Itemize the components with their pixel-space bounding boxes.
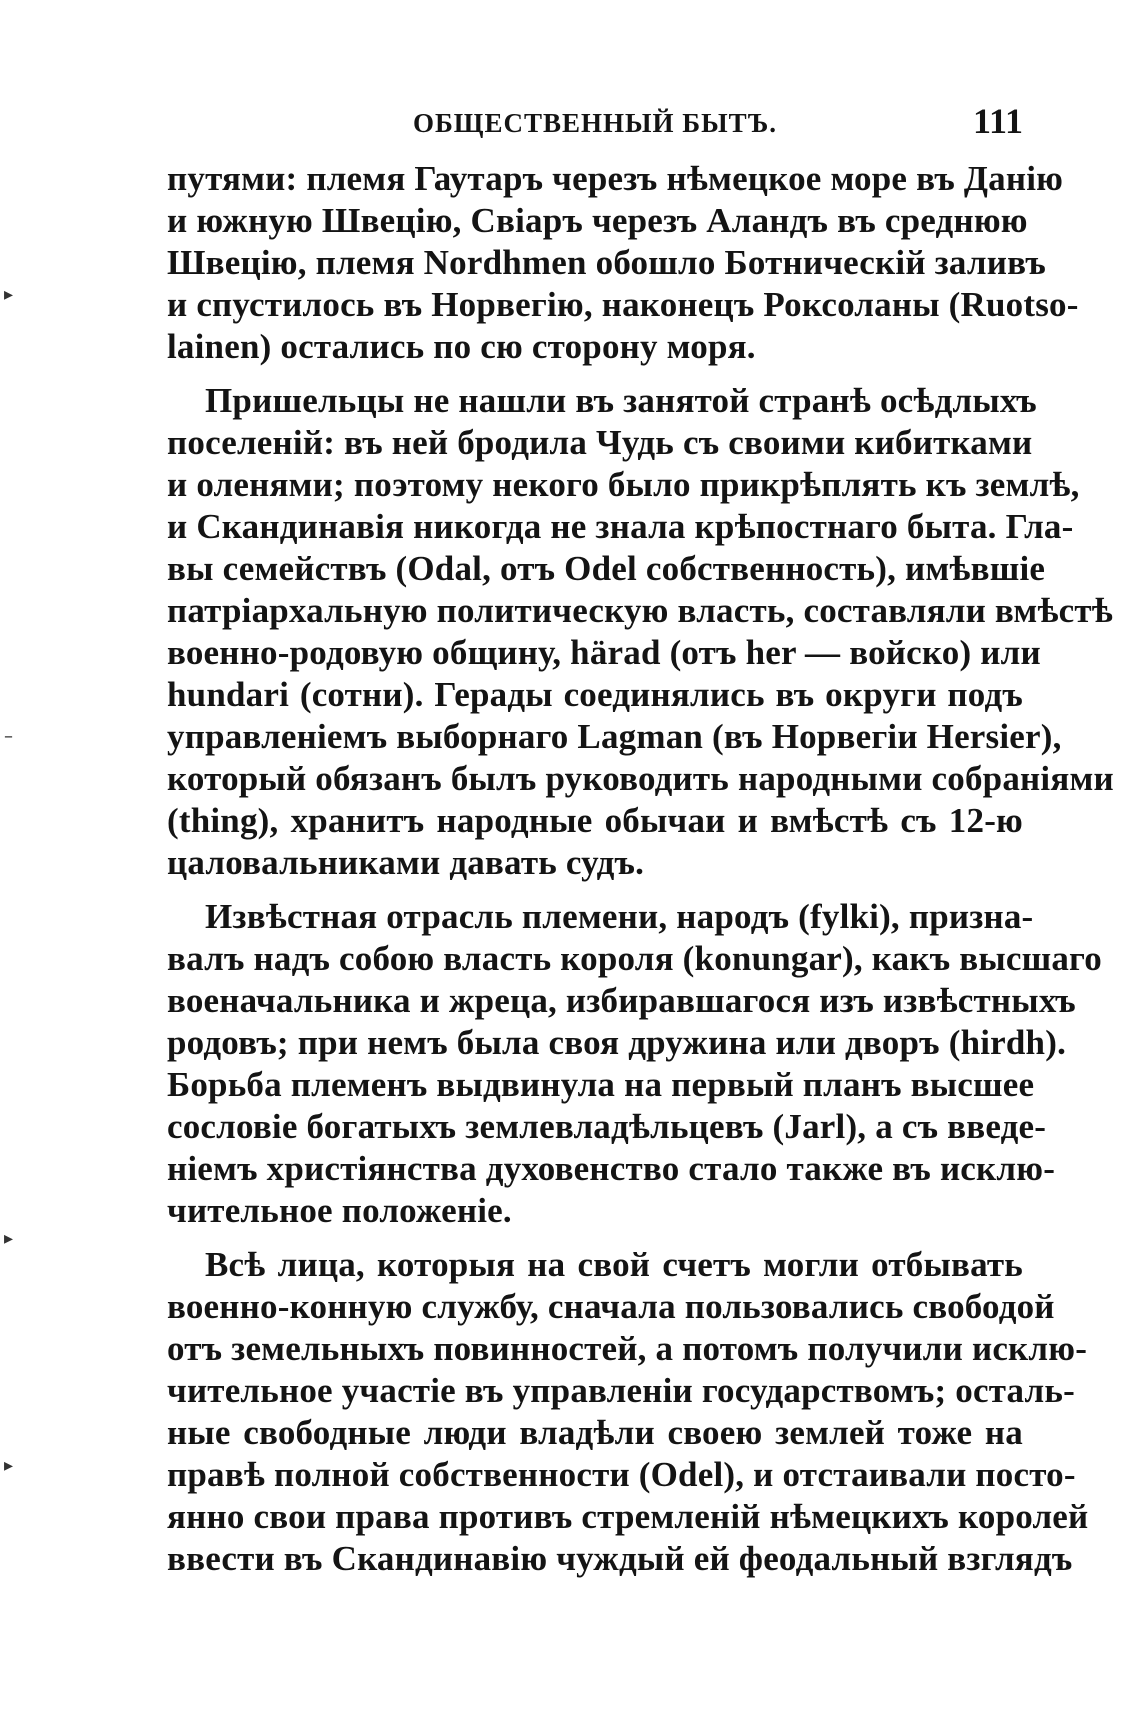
page-number: 111 [972,101,1023,141]
text-line: который обязанъ былъ руководить народными собраніями [167,759,1114,798]
text-line: янно свои права противъ стремленій нѣмецкихъ королей [167,1497,1089,1536]
text-line: цаловальниками давать судъ. [167,843,645,882]
body-text [167,158,1114,1592]
margin-mark-icon: – [4,726,13,747]
text-line: военачальника и жреца, избиравшагося изъ извѣстныхъ [167,981,1076,1020]
text-line: поселеній: въ ней бродила Чудь съ своими кибитками [167,423,1033,462]
paragraph-4 [167,1244,1089,1580]
text-line: патріархальную политическую власть, составляли вмѣстѣ [167,591,1113,630]
text-line: и южную Швецію, Свіаръ черезъ Аландъ въ среднюю [167,201,1028,240]
text-line: и Скандинавія никогда не знала крѣпостнаго быта. Гла- [167,507,1074,546]
text-line: и спустилось въ Норвегію, наконецъ Роксоланы (Ruotso- [167,285,1079,324]
text-line: военно-родовую общину, härad (отъ her — войско) или [167,633,1041,672]
margin-mark-icon: ▸ [4,1455,14,1476]
text-line: lainen) остались по сю сторону моря. [167,327,756,366]
text-line: Извѣстная отрасль племени, народъ (fylki), призна- [205,897,1034,936]
text-line: отъ земельныхъ повинностей, а потомъ получили исклю- [167,1329,1088,1368]
text-line: ввести въ Скандинавію чуждый ей феодальный взглядъ [167,1539,1073,1578]
paragraph-1 [167,158,1079,368]
text-line: валъ надъ собою власть короля (konungar), какъ высшаго [167,939,1102,978]
text-line: Всѣ лица, которыя на свой счетъ могли отбывать [205,1245,1023,1284]
text-line: ные свободные люди владѣли своею землей тоже на [167,1413,1023,1452]
text-line: (thing), хранитъ народные обычаи и вмѣстѣ съ 12-ю [167,801,1023,840]
margin-mark-icon: ▸ [4,1228,14,1249]
text-line: вы семействъ (Odal, отъ Odel собственность), имѣвшіе [167,549,1046,588]
text-line: и оленями; поэтому некого было прикрѣплять къ землѣ, [167,465,1080,504]
paragraph-2 [167,380,1114,884]
text-line: Швецію, племя Nordhmen обошло Ботническій заливъ [167,243,1046,282]
text-line: Пришельцы не нашли въ занятой странѣ осѣдлыхъ [205,381,1037,420]
text-line: правѣ полной собственности (Odel), и отстаивали посто- [167,1455,1076,1494]
running-title: ОБЩЕСТВЕННЫЙ БЫТЪ. [412,108,778,138]
margin-mark-icon: ▸ [4,284,14,305]
text-line: путями: племя Гаутаръ черезъ нѣмецкое море въ Данію [167,159,1064,198]
text-line: управленіемъ выборнаго Lagman (въ Норвегіи Hersier), [167,717,1062,756]
text-line: родовъ; при немъ была своя дружина или дворъ (hirdh). [167,1023,1067,1062]
running-head [167,100,1023,140]
text-line: чительное участіе въ управленіи государствомъ; осталь- [167,1371,1075,1410]
text-line: Борьба племенъ выдвинула на первый планъ высшее [167,1065,1035,1104]
text-line: чительное положеніе. [167,1191,512,1230]
text-line: военно-конную службу, сначала пользовались свободой [167,1287,1055,1326]
text-line: hundari (сотни). Герады соединялись въ округи подъ [167,675,1023,714]
text-line: сословіе богатыхъ землевладѣльцевъ (Jarl), а съ введе- [167,1107,1047,1146]
paragraph-3 [167,896,1102,1232]
text-line: ніемъ христіянства духовенство стало также въ исклю- [167,1149,1056,1188]
